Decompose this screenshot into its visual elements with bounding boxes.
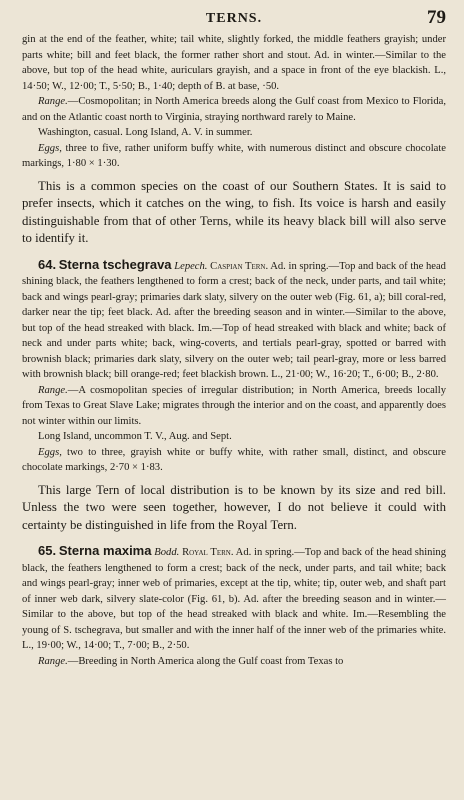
range-paragraph [22, 654, 446, 670]
common-name: Royal Tern. [182, 547, 234, 558]
eggs-paragraph [22, 445, 446, 476]
running-title: TERNS. [205, 11, 263, 26]
species-description: Ad. in spring.—Top and back of the head shining black, the feathers lengthened to form a crest; back of the neck, under parts, and tail white; back and wings pearl-gray; primaries dark slaty, silvery on the outer web (Fig. 61, a); bill coral-red, darker near the tip; feet black. Ad. after the breeding season and in winter.—Similar to the above, but top of the head streaked with black. Im.—Top of head streaked with black and white; back of neck and under parts white; back, wing-coverts, and tertials pearl-gray, spotted or barred with brownish black; primaries dark slaty, silvery on the outer web; tail pearl-gray, more or less barred with brownish black; bill orange-red; feet blackish brown. L., 21·00; W., 16·20; T., 6·00; B., 2·80. [22, 260, 446, 380]
local-records: Washington, casual. Long Island, A. V. in summer. [38, 127, 253, 138]
eggs-text: three to five, rather uniform buffy white, with numerous distinct and obscure chocolate markings, 1·80 × 1·30. [22, 142, 446, 169]
scientific-name: Sterna tschegrava [58, 256, 172, 272]
species-entry-caspian-tern [22, 257, 446, 383]
author-name: Lepech. [174, 260, 208, 272]
page-number: 79 [427, 7, 446, 28]
species-number: 65. [38, 543, 57, 558]
author-name: Bodd. [154, 547, 180, 558]
eggs-label: Eggs, [38, 142, 62, 154]
species-number: 64. [38, 256, 57, 272]
eggs-paragraph [22, 141, 446, 172]
range-text: —Breeding in North America along the Gulf coast from Texas to [67, 655, 344, 667]
scientific-name: Sterna maxima [58, 543, 152, 558]
common-name: Caspian Tern. [210, 260, 269, 272]
range-label: Range. [38, 96, 68, 107]
range-label: Range. [38, 655, 68, 667]
range-text: —Cosmopolitan; in North America breeds along the Gulf coast from Mexico to Florida, and on the Atlantic coast north to Virginia, straying northward rarely to Maine. [22, 96, 446, 123]
page-header [22, 6, 446, 32]
eggs-text: two to three, grayish white or buffy white, with rather small, distinct, and obscure chocolate markings, 2·70 × 1·83. [22, 446, 446, 473]
remarks-paragraph: This is a common species on the coast of our Southern States. It is said to prefer insects, which it catches on the wing, to fish. Its voice is harsh and easily distinguishable from that of other Terns, while its heavy black bill will also serve to identify it. [22, 178, 446, 245]
range-text: —A cosmopolitan species of irregular distribution; in North America, breeds locally from Texas to Great Slave Lake; migrates through the interior and on the coast, and apparently does not winter within our limits. [22, 384, 446, 427]
range-label: Range. [38, 384, 68, 396]
species-description: gin at the end of the feather, white; tail white, slightly forked, the middle feathers grayish; under parts white; bill and feet black, the former rather short and stout. Ad. in winter.—Similar to the above, but top of the head white, auriculars grayish, and a space in front of the eye blackish. L., 14·50; W., 12·00; T., 5·50; B., 1·40; depth of B. at base, ·50. [22, 34, 446, 92]
remarks-paragraph: This large Tern of local distribution is to be known by its size and red bill. Unless the two were seen together, however, I do not believe it could with certainty be distinguished in life from the Royal Tern. [22, 482, 446, 532]
species-description: Ad. in spring.—Top and back of the head shining black, the feathers lengthened to form a crest; back of the neck, under parts, and tail white; back and wings pearl-gray; inner web of primaries, except at the tip, white; tip, outer web, and shaft part of inner web dark, silvery slate-color (Fig. 61, b). Ad. after the breeding season and in winter.—Similar to the above, but top of the head streaked with black and white. Im.—Resembling the young of S. tschegrava, but smaller and with the inner half of the inner web of the primaries white. L., 19·00; W., 14·00; T., 7·00; B., 2·50. [22, 547, 446, 651]
range-paragraph [22, 94, 446, 125]
eggs-label: Eggs, [38, 446, 62, 458]
range-paragraph [22, 383, 446, 430]
species-entry-royal-tern [22, 543, 446, 654]
local-records: Long Island, uncommon T. V., Aug. and Sept. [38, 431, 232, 442]
